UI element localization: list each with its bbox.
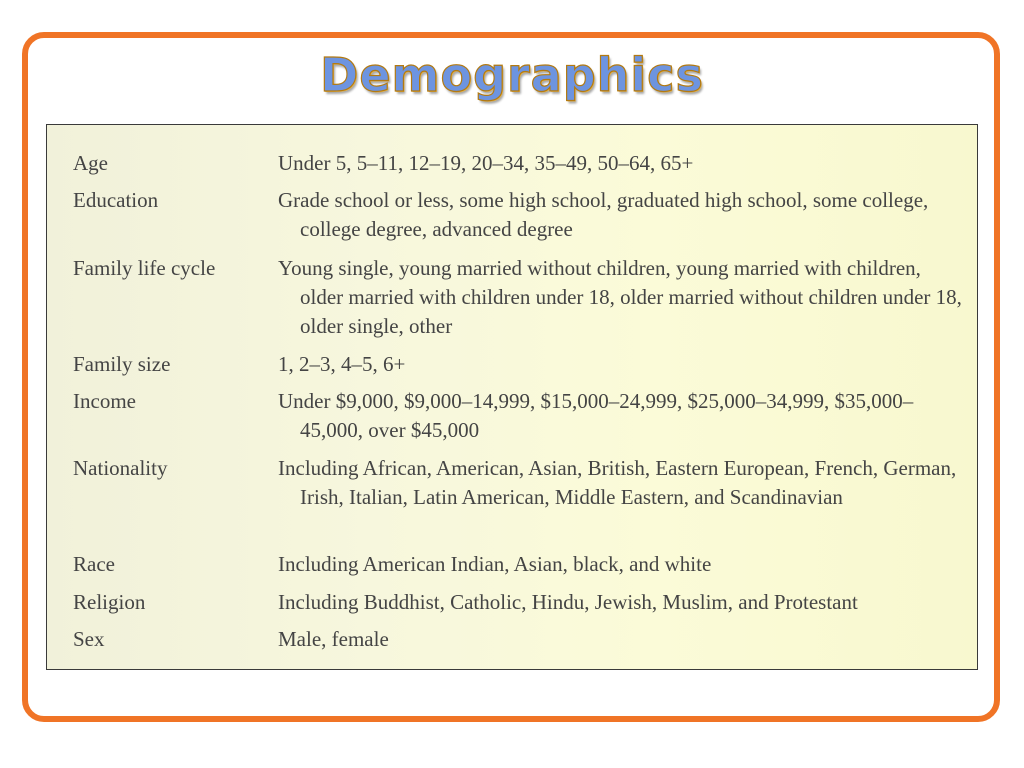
row-label: Race	[73, 552, 115, 576]
row-value: Including Buddhist, Catholic, Hindu, Jewish, Muslim, and Protestant	[278, 590, 858, 614]
slide-title: Demographics	[320, 48, 704, 102]
row-label: Family size	[73, 352, 171, 376]
row-value: Male, female	[278, 627, 389, 651]
row-value: Including African, American, Asian, British, Eastern European, French, German, Irish, Italian, Latin American, Middle Eastern, and Scandinavian	[278, 456, 957, 509]
row-label: Nationality	[73, 456, 168, 480]
row-label: Religion	[73, 590, 146, 614]
row-label: Education	[73, 188, 159, 212]
demographics-table	[46, 124, 978, 670]
row-label: Income	[73, 389, 136, 413]
row-label: Family life cycle	[73, 256, 216, 280]
row-value: Under $9,000, $9,000–14,999, $15,000–24,999, $25,000–34,999, $35,000–45,000, over $45,000	[278, 389, 914, 442]
row-label: Sex	[73, 627, 105, 651]
row-value: Young single, young married without children, young married with children, older married with children under 18, older married without children under 18, older single, other	[278, 256, 962, 338]
row-value: Grade school or less, some high school, graduated high school, some college, college degree, advanced degree	[278, 188, 929, 241]
row-value: Including American Indian, Asian, black, and white	[278, 552, 712, 576]
row-value: Under 5, 5–11, 12–19, 20–34, 35–49, 50–64, 65+	[278, 151, 694, 175]
row-value: 1, 2–3, 4–5, 6+	[278, 352, 406, 376]
row-label: Age	[73, 151, 108, 175]
